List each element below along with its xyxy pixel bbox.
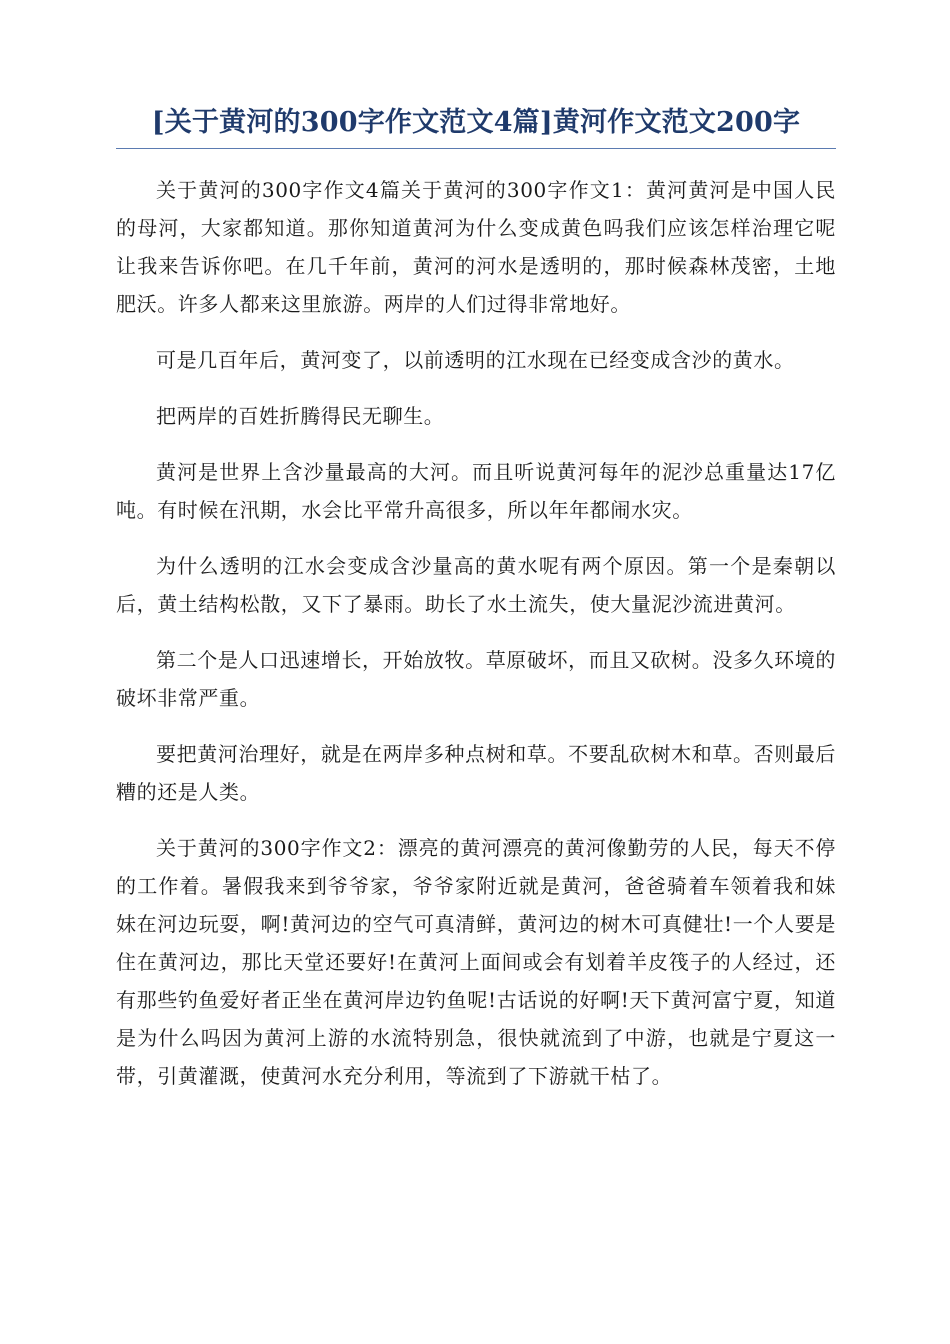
paragraph-7: 要把黄河治理好，就是在两岸多种点树和草。不要乱砍树木和草。否则最后糟的还是人类。 (116, 742, 836, 804)
paragraph-6: 第二个是人口迅速增长，开始放牧。草原破坏，而且又砍树。没多久环境的破坏非常严重。 (116, 648, 836, 710)
paragraph-4: 黄河是世界上含沙量最高的大河。而且听说黄河每年的泥沙总重量达17亿吨。有时候在汛期，水会比平常升高很多，所以年年都闹水灾。 (116, 460, 836, 522)
paragraph-1: 关于黄河的300字作文4篇关于黄河的300字作文1：黄河黄河是中国人民的母河，大家都知道。那你知道黄河为什么变成黄色吗我们应该怎样治理它呢让我来告诉你吧。在几千年前，黄河的河水是透明的，那时候森林茂密，土地肥沃。许多人都来这里旅游。两岸的人们过得非常地好。 (116, 178, 836, 316)
paragraph-5: 为什么透明的江水会变成含沙量高的黄水呢有两个原因。第一个是秦朝以后，黄土结构松散，又下了暴雨。助长了水土流失，使大量泥沙流进黄河。 (116, 554, 836, 616)
document-body (116, 171, 836, 1095)
paragraph-3: 把两岸的百姓折腾得民无聊生。 (156, 404, 445, 428)
document-page (116, 104, 836, 1113)
paragraph-2: 可是几百年后，黄河变了，以前透明的江水现在已经变成含沙的黄水。 (156, 348, 795, 372)
paragraph-8: 关于黄河的300字作文2：漂亮的黄河漂亮的黄河像勤劳的人民，每天不停的工作着。暑假我来到爷爷家，爷爷家附近就是黄河，爸爸骑着车领着我和妹妹在河边玩耍，啊!黄河边的空气可真清鲜，黄河边的树木可真健壮!一个人要是住在黄河边，那比天堂还要好!在黄河上面间或会有划着羊皮筏子的人经过，还有那些钓鱼爱好者正坐在黄河岸边钓鱼呢!古话说的好啊!天下黄河富宁夏，知道是为什么吗因为黄河上游的水流特别急，很快就流到了中游，也就是宁夏这一带，引黄灌溉，使黄河水充分利用，等流到了下游就干枯了。 (116, 836, 836, 1088)
document-title: [关于黄河的300字作文范文4篇]黄河作文范文200字 (116, 104, 836, 149)
